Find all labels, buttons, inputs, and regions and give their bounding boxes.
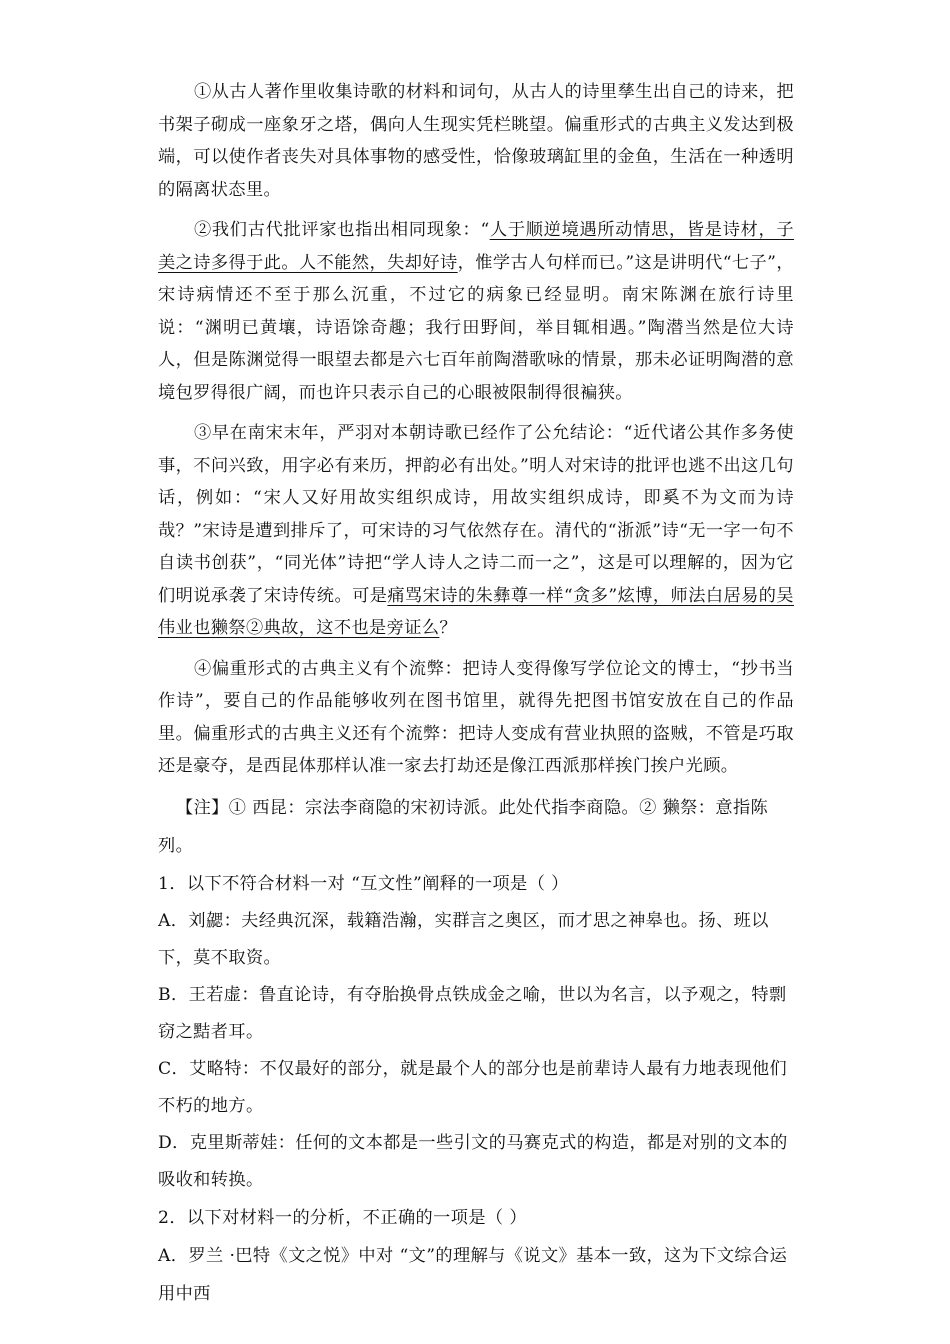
paragraph-4: ④偏重形式的古典主义有个流弊：把诗人变得像写学位论文的博士，“抄书当作诗”，要自己的作品能够收列在图书馆里，就得先把图书馆安放在自己的作品里。偏重形式的古典主义还有个流弊：把诗人变成有营业执照的盗贼，不管是巧取还是豪夺，是西昆体那样认准一家去打劫还是像江西派那样挨门挨户光顾。 [158, 658, 794, 776]
paragraph-2-underlined-quote: 人于顺逆境遇所动情思，皆是诗材，子美之诗多得于此。人不能然，失却好诗 [158, 220, 794, 273]
question-1-option-c: C．艾略特：不仅最好的部分，就是最个人的部分也是前辈诗人最有力地表现他们不朽的地方。 [158, 1058, 788, 1116]
paragraph-3-underlined-sentence: 痛骂宋诗的朱彝尊一样“贪多”炫博，师法白居易的吴伟业也獭祭②典故，这不也是旁证么 [158, 585, 794, 638]
paragraph-1: ①从古人著作里收集诗歌的材料和词句，从古人的诗里孳生出自己的诗来，把书架子砌成一座象牙之塔，偶向人生现实凭栏眺望。偏重形式的古典主义发达到极端，可以使作者丧失对具体事物的感受性，恰像玻璃缸里的金鱼，生活在一种透明的隔离状态里。 [158, 82, 794, 200]
paragraph-3 [158, 417, 794, 645]
question-2-option-a: A．罗兰 ·巴特《文之悦》中对 “文”的理解与《说文》基本一致，这为下文综合运用中西 [158, 1245, 788, 1304]
paragraph-3-lead: ③早在南宋末年，严羽对本朝诗歌已经作了公允结论：“近代诸公其作多务使事，不问兴致，用字必有来历，押韵必有出处。”明人对宋诗的批评也逃不出这几句话，例如：“宋人又好用故实组织成诗，用故实组织成诗，即奚不为文而为诗哉？”宋诗是遭到排斥了，可宋诗的习气依然存在。清代的“浙派”诗“无一字一句不自读书创获”，“同光体”诗把“学人诗人之诗二而一之”，这是可以理解的，因为它们明说承袭了宋诗传统。可是 [158, 423, 794, 606]
footnote-text: 【注】① 西昆：宗法李商隐的宋初诗派。此处代指李商隐。② 獭祭：意指陈列。 [158, 797, 769, 856]
question-1-stem: 1．以下不符合材料一对 “互文性”阐释的一项是（ ） [158, 873, 569, 894]
question-1-option-a: A．刘勰：夫经典沉深，载籍浩瀚，实群言之奥区，而才思之神皋也。扬、班以下，莫不取资。 [158, 910, 769, 968]
question-1-option-b: B．王若虚：鲁直论诗，有夺胎换骨点铁成金之喻，世以为名言，以予观之，特剽窃之黠者耳。 [158, 984, 787, 1042]
paragraph-3-end: ？ [439, 618, 457, 638]
paragraph-2-lead: ②我们古代批评家也指出相同现象：“ [194, 220, 490, 240]
question-1-option-d: D．克里斯蒂娃：任何的文本都是一些引文的马赛克式的构造，都是对别的文本的吸收和转换。 [158, 1132, 788, 1190]
paragraph-2 [158, 214, 794, 409]
document-page [158, 76, 794, 1313]
question-2-stem: 2．以下对材料一的分析，不正确的一项是（ ） [158, 1207, 527, 1228]
footnote [158, 789, 794, 865]
paragraph-2-rest: ，惟学古人句样而已。”这是讲明代“七子”，宋诗病情还不至于那么沉重，不过它的病象已经显明。南宋陈渊在旅行诗里说：“渊明已黄壤，诗语馀奇趣；我行田野间，举目辄相遇。”陶潜当然是位大诗人，但是陈渊觉得一眼望去都是六七百年前陶潜歌咏的情景，那未必证明陶潜的意境包罗得很广阔，而也许只表示自己的心眼被限制得很褊狭。 [158, 252, 794, 403]
